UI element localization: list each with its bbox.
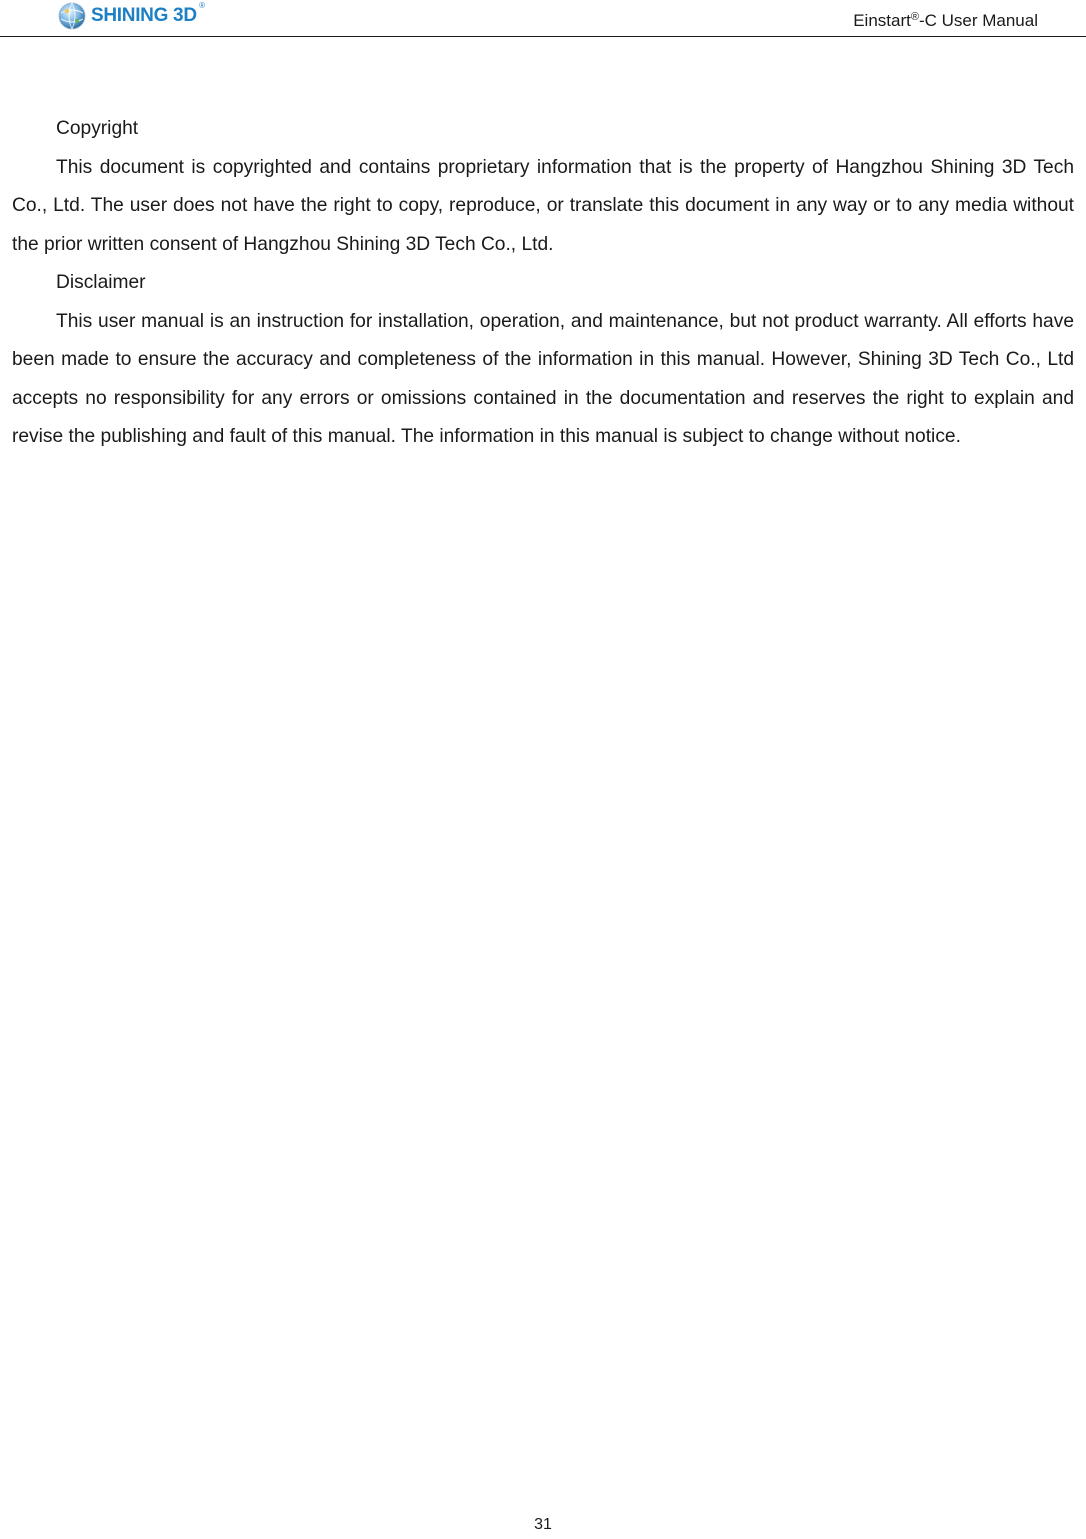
page-header bbox=[0, 0, 1086, 37]
page-content bbox=[12, 110, 1074, 457]
logo-wordmark: SHINING 3D ® bbox=[91, 1, 205, 26]
document-title: Einstart®-C User Manual bbox=[853, 11, 1038, 30]
disclaimer-heading: Disclaimer bbox=[56, 272, 146, 293]
copyright-heading: Copyright bbox=[56, 118, 139, 139]
shining3d-logo bbox=[57, 1, 205, 31]
disclaimer-paragraph: This user manual is an instruction for installation, operation, and maintenance, but not product warranty. All efforts have been made to ensure the accuracy and completeness of the information in this manual. However, Shining 3D Tech Co., Ltd accepts no responsibility for any errors or omissions contained in the documentation and reserves the right to explain and revise the publishing and fault of this manual. The information in this manual is subject to change without notice. bbox=[12, 310, 1074, 447]
copyright-paragraph: This document is copyrighted and contains proprietary information that is the property of Hangzhou Shining 3D Tech Co., Ltd. The user does not have the right to copy, reproduce, or translate this document in any way or to any media without the prior written consent of Hangzhou Shining 3D Tech Co., Ltd. bbox=[12, 156, 1074, 255]
page-number: 31 bbox=[534, 1516, 552, 1533]
globe-logo-icon bbox=[57, 1, 87, 31]
